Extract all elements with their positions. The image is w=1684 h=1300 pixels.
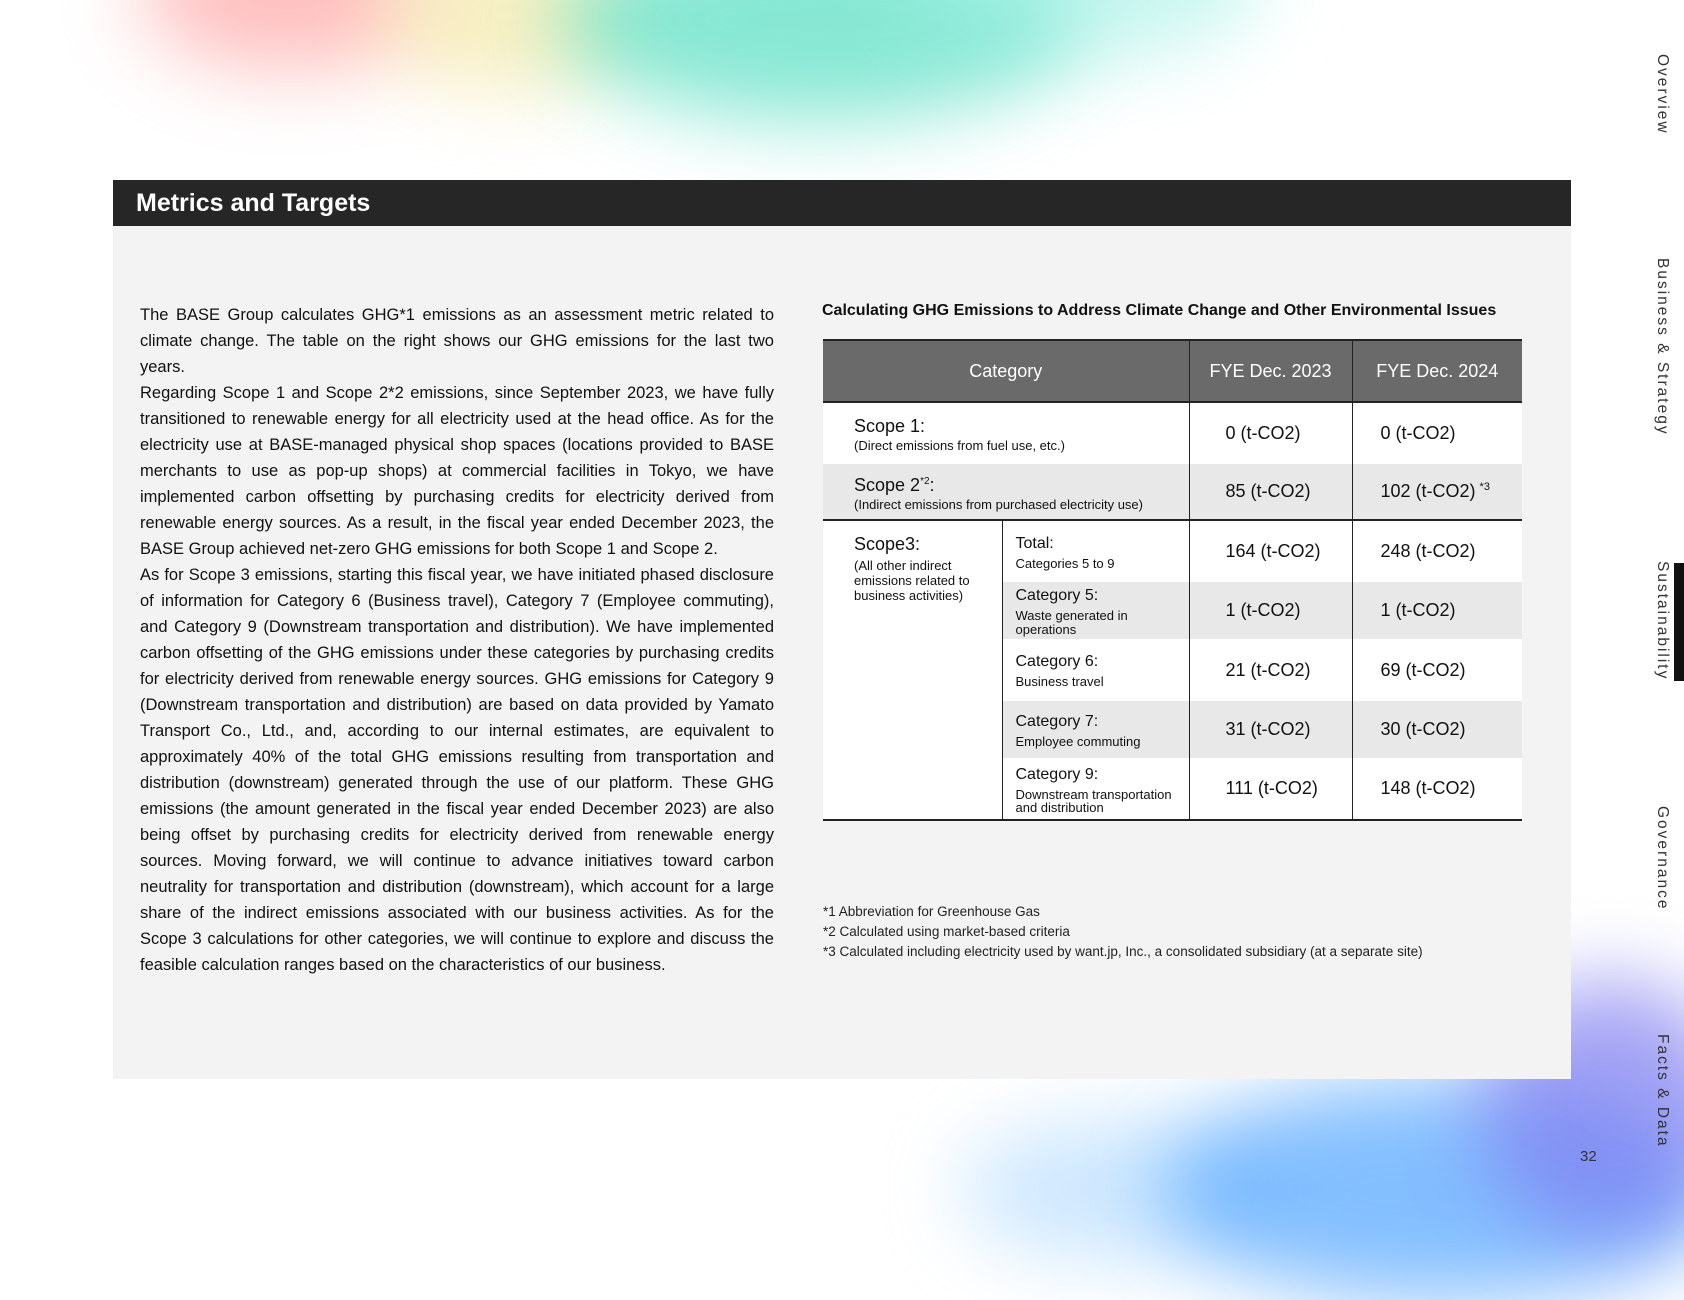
ghg-emissions-table	[823, 339, 1522, 821]
scope3-sub: (All other indirect emissions related to business activities)	[854, 558, 970, 603]
scope3-row-label-cell	[1002, 701, 1189, 758]
footnote-2: *2 Calculated using market-based criteria	[823, 924, 1070, 939]
scope2-sub: (Indirect emissions from purchased electricity use)	[854, 497, 1143, 512]
nav-item-business-strategy[interactable]: Business & Strategy	[1654, 258, 1671, 436]
scope3-row-value-2023: 31 (t-CO2)	[1189, 701, 1352, 758]
scope2-value-2024: 102 (t-CO2)	[1380, 481, 1476, 501]
scope3-row-value-2023: 1 (t-CO2)	[1189, 582, 1352, 639]
body-text	[140, 302, 774, 978]
footnote-1: *1 Abbreviation for Greenhouse Gas	[823, 904, 1040, 919]
column-header-category: Category	[823, 340, 1189, 402]
scope2-value-2024-cell	[1352, 464, 1522, 520]
nav-item-governance[interactable]: Governance	[1654, 806, 1671, 911]
scope3-row-label-cell	[1002, 758, 1189, 820]
scope2-label-cell	[823, 464, 1189, 520]
scope3-label-cell	[823, 520, 1002, 820]
table-header-row	[823, 340, 1522, 402]
scope3-row-label: Category 7:	[1015, 712, 1099, 730]
scope3-row-value-2024: 148 (t-CO2)	[1352, 758, 1522, 820]
scope3-row-value-2023: 164 (t-CO2)	[1189, 520, 1352, 582]
scope3-row-label: Category 6:	[1015, 653, 1099, 670]
scope2-value-2024-note: *3	[1479, 481, 1490, 493]
scope3-row-sub: Waste generated in operations	[1015, 607, 1128, 637]
scope3-row-label: Category 5:	[1015, 586, 1099, 604]
nav-item-sustainability[interactable]: Sustainability	[1654, 561, 1671, 681]
scope3-row-value-2024: 1 (t-CO2)	[1352, 582, 1522, 639]
scope1-value-2024: 0 (t-CO2)	[1352, 402, 1522, 464]
scope1-sub: (Direct emissions from fuel use, etc.)	[854, 437, 1065, 453]
footnote-3: *3 Calculated including electricity used by want.jp, Inc., a consolidated subsidiary (at a separate site)	[823, 944, 1423, 959]
body-paragraph: Regarding Scope 1 and Scope 2*2 emissions, since September 2023, we have fully transitioned to renewable energy for all electricity used at the head office. As for the electricity use at BASE-managed physical shop spaces (locations provided to BASE merchants to use as pop-up shops) at commercial facilities in Tokyo, we have implemented carbon offsetting by purchasing credits for electricity derived from renewable energy sources. As a result, in the fiscal year ended December 2023, the BASE Group achieved net-zero GHG emissions for both Scope 1 and Scope 2.	[140, 384, 774, 558]
scope2-label: Scope 2	[854, 475, 921, 495]
section-header	[113, 180, 1571, 226]
table-title: Calculating GHG Emissions to Address Climate Change and Other Environmental Issues	[822, 302, 1497, 319]
section-title: Metrics and Targets	[136, 189, 371, 217]
scope3-row-sub: Categories 5 to 9	[1015, 555, 1115, 571]
table-row-scope2	[823, 464, 1522, 520]
scope3-row-value-2024: 69 (t-CO2)	[1352, 639, 1522, 701]
scope3-row-value-2023: 111 (t-CO2)	[1189, 758, 1352, 820]
scope3-row-sub: Business travel	[1015, 674, 1104, 689]
scope2-footnote-mark: *2	[920, 476, 930, 487]
page-number: 32	[1580, 1148, 1597, 1165]
scope3-row-label: Total:	[1015, 534, 1054, 552]
scope3-row-sub: Employee commuting	[1015, 733, 1141, 749]
table-row-scope1	[823, 402, 1522, 464]
scope2-value-2023: 85 (t-CO2)	[1189, 464, 1352, 520]
scope3-label: Scope3:	[854, 534, 921, 554]
column-header-fye-2024: FYE Dec. 2024	[1352, 340, 1522, 402]
body-paragraph: The BASE Group calculates GHG*1 emissions as an assessment metric related to climate change. The table on the right shows our GHG emissions for the last two years.	[140, 306, 774, 376]
scope3-row-label-cell	[1002, 582, 1189, 639]
nav-item-facts-data[interactable]: Facts & Data	[1654, 1034, 1671, 1148]
scope3-row-sub: Downstream transportation and distribution	[1015, 786, 1172, 815]
column-header-fye-2023: FYE Dec. 2023	[1189, 340, 1352, 402]
table-row-scope3-total	[823, 520, 1522, 582]
scope3-row-label-cell	[1002, 520, 1189, 582]
nav-item-overview[interactable]: Overview	[1654, 54, 1671, 135]
scope3-row-value-2024: 248 (t-CO2)	[1352, 520, 1522, 582]
scope2-label-line	[854, 471, 1189, 496]
scope3-row-value-2024: 30 (t-CO2)	[1352, 701, 1522, 758]
scope1-label-cell	[823, 402, 1189, 464]
scope1-label: Scope 1:	[854, 415, 926, 436]
footnotes	[823, 902, 1543, 962]
side-navigation	[1640, 0, 1684, 1191]
scope1-value-2023: 0 (t-CO2)	[1189, 402, 1352, 464]
scope2-label-suffix: :	[929, 475, 935, 495]
scope3-row-label-cell	[1002, 639, 1189, 701]
scope3-row-value-2023: 21 (t-CO2)	[1189, 639, 1352, 701]
scope3-row-label: Category 9:	[1015, 765, 1099, 783]
body-paragraph: As for Scope 3 emissions, starting this fiscal year, we have initiated phased disclosure of information for Category 6 (Business travel), Category 7 (Employee commuting), and Category 9 (Downstream transportation and distribution). We have implemented carbon offsetting of the GHG emissions under these categories by purchasing credits for electricity derived from renewable energy sources. GHG emissions for Category 9 (Downstream transportation and distribution) are based on data provided by Yamato Transport Co., Ltd., and, according to our internal estimates, are equivalent to approximately 40% of the total GHG emissions resulting from transportation and distribution (downstream) generated through the use of our platform. These GHG emissions (the amount generated in the fiscal year ended December 2023) are also being offset by purchasing credits for electricity derived from renewable energy sources. Moving forward, we will continue to advance initiatives toward carbon neutrality for transportation and distribution (downstream), which account for a large share of the indirect emissions associated with our business activities. As for the Scope 3 calculations for other categories, we will continue to explore and discuss the feasible calculation ranges based on the characteristics of our business.	[140, 566, 774, 974]
active-nav-indicator	[1674, 563, 1684, 681]
